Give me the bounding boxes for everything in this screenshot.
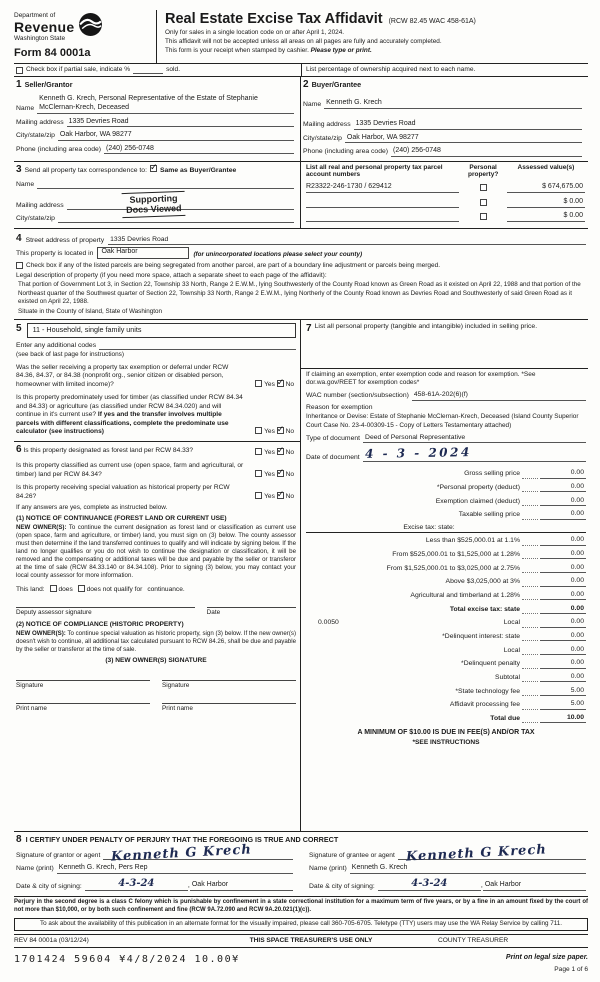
tax-line-value: 0.00 <box>540 659 586 668</box>
grantee-date-city-label: Date & city of signing: <box>309 882 375 890</box>
grantor-signature-handwritten: Kenneth G Krech <box>110 842 253 865</box>
section-3-correspondence <box>14 162 588 229</box>
forest-yes-checkbox <box>255 448 262 455</box>
question-timber-text: Is this property predominately used for timber (as classified under RCW 84.34 and 84.33) or agriculture (as classified under RCW 84.34.020) and will continue in it's current use? <box>16 394 243 419</box>
partial-sale-checkbox <box>16 67 23 74</box>
dotted-leader <box>522 545 538 546</box>
dotted-leader <box>522 519 538 520</box>
middle-columns <box>14 320 588 832</box>
grantor-print-name-value: Kenneth G. Krech, Pers Rep <box>57 864 293 874</box>
tax-line <box>306 673 586 682</box>
personal-property-header: Personal property? <box>467 163 499 179</box>
notice-continuance-text: To continue the current designation as forest land or classification as current use (open space, farm and agriculture, or timber) land, you must sign on (3) below. The county assessor must then determine if the land transferred continues to qualify and will indicate by signing below. If the land no longer qualifies or you do not wish to continue the designation or classification, it will be removed and the compensating or additional taxes will be due and payable by the seller or transferor at the time of sale (RCW 84.33.140 or 84.34.108). Prior to signing (3) below, you may contact your local county assessor for more information. <box>16 524 296 580</box>
personal-property-checkbox <box>480 184 487 191</box>
tax-line-label: Total excise tax: state <box>449 605 520 613</box>
document-type-label: Type of document <box>306 435 361 443</box>
tax-line-label: *State technology fee <box>455 687 520 695</box>
tax-line-value: 0.00 <box>540 646 586 655</box>
exemption-no-checkbox <box>277 380 284 387</box>
personal-property-cell <box>459 184 506 193</box>
dotted-leader <box>522 709 538 710</box>
see-back-note: (see back of last page for instructions) <box>16 351 124 359</box>
right-column <box>301 320 588 831</box>
supporting-docs-stamp <box>122 190 186 217</box>
correspondence-left <box>14 162 301 228</box>
notice-compliance-text: To continue special valuation as historic property, sign (3) below. If the new owner(s) doesn't wish to continue, all additional tax calculated pursuant to RCW 84.26, shall be due and payable by the seller or transferor at the time of sale. <box>16 629 296 653</box>
tax-line-value: 0.00 <box>540 673 586 682</box>
tax-line <box>306 659 586 668</box>
dor-logo-icon <box>78 12 103 37</box>
tax-line-value: 0.00 <box>540 510 586 519</box>
yes-label: Yes <box>264 427 275 435</box>
question-forest-text: Is this property designated as forest land per RCW 84.33? <box>23 447 194 455</box>
grantor-sign-city: Oak Harbor <box>190 881 293 891</box>
legal-description-situate: Situate in the County of Island, State of Washington <box>18 307 162 315</box>
form-title: Real Estate Excise Tax Affidavit <box>165 11 383 27</box>
parcel-numbers-header: List all real and personal property tax parcel account numbers <box>306 163 443 179</box>
yes-label: Yes <box>264 492 275 500</box>
wac-number-label: WAC number (section/subsection) <box>306 392 409 400</box>
personal-property-cell <box>459 213 506 222</box>
dotted-leader <box>522 627 538 628</box>
no-label: No <box>285 427 294 435</box>
buyer-address-value: 1335 Devries Road <box>354 120 582 130</box>
dotted-leader <box>522 722 538 723</box>
type-or-print-note: Please type or print. <box>310 47 372 55</box>
grantor-signing-block <box>16 842 293 891</box>
street-address-value: 1335 Devries Road <box>108 236 586 245</box>
dotted-leader <box>522 613 538 614</box>
timber-yes-no <box>255 427 294 436</box>
grantee-print-name-label: Name (print) <box>309 865 347 873</box>
grantee-signature-label: Signature of grantee or agent <box>309 852 395 860</box>
seller-city-value: Oak Harbor, WA 98277 <box>58 131 294 141</box>
title-block <box>156 10 588 63</box>
parcel-number-value <box>306 212 459 222</box>
certification-heading: I CERTIFY UNDER PENALTY OF PERJURY THAT THE FOREGOING IS TRUE AND CORRECT <box>25 835 339 845</box>
dotted-leader <box>522 599 538 600</box>
owner-signature-line-2 <box>162 680 296 690</box>
exemption-yes-no <box>255 380 294 389</box>
seller-name-label: Name <box>16 105 35 113</box>
timber-no-checkbox <box>277 427 284 434</box>
question-current-use-text: Is this property classified as current use (open space, farm and agricultural, or timber) land per RCW 84.34? <box>16 462 244 478</box>
question-current-use <box>16 462 296 479</box>
new-owners-signature-title: (3) NEW OWNER(S) SIGNATURE <box>105 657 207 665</box>
tax-line <box>306 483 586 492</box>
buyer-name-label: Name <box>303 100 322 108</box>
dotted-leader <box>522 668 538 669</box>
signature-label: Signature <box>162 682 190 690</box>
tax-line-label: *Delinquent interest: state <box>442 633 520 641</box>
does-checkbox <box>50 585 57 592</box>
tax-lines <box>306 469 586 727</box>
buyer-city-value: Oak Harbor, WA 98277 <box>345 134 582 144</box>
tax-line-label: Less than $525,000.01 at 1.1% <box>425 537 520 545</box>
does-not-label: does not qualify for <box>86 586 143 594</box>
dotted-leader <box>522 505 538 506</box>
wac-number-value: 458-61A-202(6)(f) <box>412 391 586 400</box>
revenue-wordmark: Revenue <box>14 18 75 35</box>
section-7-number: 7 <box>306 323 312 335</box>
seller-city-label: City/state/zip <box>16 132 55 140</box>
document-date-handwritten: 4 - 3 - 2024 <box>364 445 472 462</box>
buyer-grantee-title: Buyer/Grantee <box>311 80 362 90</box>
section-3-number: 3 <box>16 163 22 175</box>
does-label: does <box>58 586 73 594</box>
grantee-signing-block <box>309 842 586 891</box>
tax-line-value: 0.00 <box>540 632 586 641</box>
assessed-value-header: Assessed value(s) <box>517 163 575 171</box>
grantor-sign-date: 4-3-24 <box>85 878 188 891</box>
partial-sold-label: sold. <box>166 66 181 74</box>
located-in-label: This property is located in <box>16 250 94 258</box>
personal-property-checkbox <box>480 199 487 206</box>
seller-phone-label: Phone (including area code) <box>16 145 102 153</box>
deputy-assessor-row <box>16 607 296 617</box>
timber-yes-checkbox <box>255 427 262 434</box>
seller-phone-value: (240) 256-0748 <box>104 145 294 155</box>
treasurer-space-label: THIS SPACE TREASURER'S USE ONLY <box>249 936 373 944</box>
corr-city-label: City/state/zip <box>16 214 55 222</box>
local-rate-value: 0.0050 <box>318 619 339 627</box>
dor-logo-block <box>14 10 156 63</box>
wac-number-row <box>306 391 586 400</box>
tax-line <box>306 700 586 709</box>
section-6-divider <box>14 441 300 442</box>
tax-line-label: Affidavit processing fee <box>449 701 520 709</box>
send-correspondence-label: Send all property tax correspondence to: <box>24 166 147 174</box>
comma-separator: , <box>480 882 483 890</box>
tax-line <box>306 564 586 573</box>
document-date-label: Date of document <box>306 454 360 462</box>
treasurer-receipt-stamp: 1701424 59604 ¥4/8/2024 10.00¥ <box>14 953 240 965</box>
notice-continuance-title: (1) NOTICE OF CONTINUANCE (FOREST LAND OR CURRENT USE) <box>16 515 227 523</box>
grantor-signature-label: Signature of grantor or agent <box>16 852 101 860</box>
additional-codes-label: Enter any additional codes <box>16 341 97 349</box>
question-timber-agriculture <box>16 394 296 436</box>
segregated-text: Check box if any of the listed parcels are being segregated from another parcel, are part of a boundary line adjustment or parcels being merged. <box>26 261 441 269</box>
tax-line <box>306 646 586 655</box>
dor-wordmark <box>14 12 74 43</box>
tax-line-value: 0.00 <box>540 483 586 492</box>
tax-line-label: Total due <box>490 715 520 723</box>
tax-line <box>306 497 586 506</box>
dotted-leader <box>522 478 538 479</box>
tax-line-label: *Personal property (deduct) <box>436 484 520 492</box>
perjury-notice: Perjury in the second degree is a class C felony which is punishable by confinement in a state correctional institution for a maximum term of five years, or by a fine in an amount fixed by the court of not more than $10,000, or by both such confinement and fine (RCW 9A.72.090 and RCW 9A.20.021(1)(c)). <box>14 899 588 914</box>
tax-line-value: 0.00 <box>540 605 586 614</box>
tax-line-label: Taxable selling price <box>458 511 520 519</box>
tax-line <box>306 510 586 519</box>
tax-line-label: *Delinquent penalty <box>461 660 520 668</box>
notice-compliance-body <box>16 630 296 654</box>
washington-state-label: Washington State <box>14 34 66 42</box>
question-timber-bold: If yes and the transfer involves multiple parcels with different classifications, complete the predominate use calculator (see instructions) <box>16 411 229 435</box>
tax-line-label: Agricultural and timberland at 1.28% <box>410 592 520 600</box>
seller-buyer-section <box>14 77 588 161</box>
tax-line-value: 0.00 <box>540 577 586 586</box>
tax-line-label: From $525,000.01 to $1,525,000 at 1.28% <box>392 551 520 559</box>
tax-line-value: 0.00 <box>540 550 586 559</box>
tax-line-value: 0.00 <box>540 564 586 573</box>
corr-name-value <box>37 180 294 189</box>
unincorporated-note: (for unincorporated locations please select your county) <box>193 250 363 258</box>
no-label: No <box>285 492 294 500</box>
owner-print-name-line-1 <box>16 703 150 713</box>
tax-line <box>306 591 586 600</box>
grantee-sign-city: Oak Harbor <box>483 881 586 891</box>
tax-line-value: 5.00 <box>540 700 586 709</box>
form-number: Form 84 0001a <box>14 46 91 59</box>
historical-yes-checkbox <box>255 492 262 499</box>
question-exemption-text: Was the seller receiving a property tax exemption or deferral under RCW 84.36, 84.37, or 84.38 (nonprofit org., senior citizen or disabled person, homeowner with limited income)? <box>16 363 229 388</box>
dotted-leader <box>522 640 538 641</box>
grantee-signature-handwritten: Kenneth G Krech <box>405 842 547 865</box>
new-owners-lead-2: NEW OWNER(S): <box>16 629 66 637</box>
print-legal-size-note: Print on legal size paper. <box>505 953 588 961</box>
tax-line <box>306 469 586 478</box>
section-7-personal-property <box>306 323 586 336</box>
legal-description-label: Legal description of property (if you need more space, attach a separate sheet to each page of the affidavit): <box>16 271 327 279</box>
page-number: Page 1 of 6 <box>554 966 588 974</box>
section-8-number: 8 <box>16 834 22 846</box>
segregated-checkbox <box>16 262 23 269</box>
tax-line-label: Excise tax: state: <box>403 524 455 532</box>
tax-line-label: Local <box>503 646 520 654</box>
question-historical-text: Is this property receiving special valuation as historical property per RCW 84.26? <box>16 484 230 500</box>
no-label: No <box>285 380 294 388</box>
dotted-leader <box>522 491 538 492</box>
tax-line <box>306 714 586 723</box>
section-4-number: 4 <box>16 232 22 244</box>
partial-sale-row <box>14 64 588 77</box>
tax-line <box>306 536 586 545</box>
assessed-value-cell: $ 0.00 <box>507 212 585 222</box>
land-use-code-value: 11 - Household, single family units <box>27 323 296 338</box>
document-type-row <box>306 434 586 443</box>
tax-line-value: 0.00 <box>540 497 586 506</box>
owner-print-name-row <box>16 703 296 713</box>
partial-percent-blank <box>133 67 163 74</box>
owner-signature-row <box>16 680 296 690</box>
section-5-number: 5 <box>16 323 22 335</box>
grantee-sign-date: 4-3-24 <box>378 878 481 891</box>
seller-grantor-title: Seller/Grantor <box>24 80 73 90</box>
document-date-row <box>306 445 586 462</box>
dotted-leader <box>522 558 538 559</box>
dotted-leader <box>522 681 538 682</box>
reason-for-exemption-label: Reason for exemption <box>306 404 373 412</box>
parcel-rows <box>306 183 585 222</box>
notice-continuance-body <box>16 524 296 580</box>
street-address-label: Street address of property <box>25 236 105 244</box>
personal-property-checkbox <box>480 213 487 220</box>
note-completion: This affidavit will not be accepted unless all areas on all pages are fully and accurately completed. <box>165 38 442 46</box>
minimum-due-notice: A MINIMUM OF $10.00 IS DUE IN FEE(S) AND/OR TAX <box>357 728 535 736</box>
seller-name-value: Kenneth G. Krech, Personal Representative of the Estate of Stephanie McClernan-Krech, Deceased <box>37 95 294 113</box>
parcel-row <box>306 198 585 208</box>
tax-line <box>306 605 586 614</box>
form-rcw-reference: (RCW 82.45 WAC 458-61A) <box>388 18 476 25</box>
section-1-seller <box>14 77 301 160</box>
section-6-forest-land <box>16 444 296 712</box>
see-instructions-note: *SEE INSTRUCTIONS <box>412 738 480 746</box>
question-historical <box>16 484 296 501</box>
grantor-date-city-label: Date & city of signing: <box>16 882 82 890</box>
comma-separator: , <box>187 882 190 890</box>
tax-line-value: 0.00 <box>540 536 586 545</box>
yes-label: Yes <box>264 470 275 478</box>
deputy-assessor-signature-line <box>16 607 195 617</box>
personal-property-label: List all personal property (tangible and intangible) included in selling price. <box>314 323 538 331</box>
signature-label: Signature <box>16 682 44 690</box>
tax-line-value: 5.00 <box>540 687 586 696</box>
section-2-number: 2 <box>303 79 309 91</box>
parcel-row <box>306 212 585 222</box>
new-owners-lead: NEW OWNER(S): <box>16 524 67 532</box>
exemption-yes-checkbox <box>255 380 262 387</box>
tax-line-value: 0.00 <box>540 591 586 600</box>
same-as-buyer-checkbox <box>150 165 157 172</box>
partial-sale-left <box>14 64 301 76</box>
note-receipt-text: This form is your receipt when stamped by cashier. <box>165 47 309 55</box>
parcel-number-value: R23322-246-1730 / 629412 <box>306 183 459 193</box>
same-as-buyer-label: Same as Buyer/Grantee <box>159 166 237 174</box>
tax-line-value: 0.00 <box>540 469 586 478</box>
forest-no-checkbox <box>277 448 284 455</box>
tax-line <box>306 632 586 641</box>
print-note-block <box>506 954 588 975</box>
assessed-value-cell: $ 674,675.00 <box>507 183 585 193</box>
section-2-buyer <box>301 77 588 160</box>
question-exemption-deferral <box>16 364 296 389</box>
grantee-print-name-value: Kenneth G. Krech <box>350 864 586 874</box>
no-label: No <box>285 448 294 456</box>
seller-address-value: 1335 Devries Road <box>67 118 294 128</box>
tax-line <box>306 550 586 559</box>
bottom-row <box>14 954 588 975</box>
print-name-label: Print name <box>16 705 47 713</box>
does-not-checkbox <box>78 585 85 592</box>
tax-line-label: Local <box>503 619 520 627</box>
buyer-phone-value: (240) 256-0748 <box>391 147 582 157</box>
partial-sale-label: Check box if partial sale, indicate % <box>26 66 131 74</box>
yes-label: Yes <box>264 448 275 456</box>
section-1-number: 1 <box>16 79 22 91</box>
tax-line-value: 0.00 <box>540 618 586 627</box>
historical-no-checkbox <box>277 492 284 499</box>
corr-address-label: Mailing address <box>16 201 64 209</box>
deputy-assessor-label: Deputy assessor signature <box>16 609 92 617</box>
dotted-leader <box>522 586 538 587</box>
deputy-date-line <box>207 607 296 617</box>
county-treasurer-label: COUNTY TREASURER <box>438 936 509 944</box>
deputy-date-label: Date <box>206 609 221 617</box>
tax-line <box>306 687 586 696</box>
buyer-phone-label: Phone (including area code) <box>303 148 389 156</box>
land-qualify-row <box>16 585 296 594</box>
form-header <box>14 10 588 64</box>
section-5-land-use <box>16 323 296 436</box>
corr-name-label: Name <box>16 180 35 188</box>
personal-property-cell <box>459 199 506 208</box>
section-8-certification <box>14 832 588 897</box>
grantor-signature-line <box>103 842 293 865</box>
assessed-value-cell: $ 0.00 <box>507 198 585 208</box>
owner-signature-line-1 <box>16 680 150 690</box>
dotted-leader <box>522 695 538 696</box>
tax-line <box>306 577 586 586</box>
section-4-property <box>14 229 588 320</box>
department-of-label: Department of <box>14 12 56 19</box>
current-use-yes-checkbox <box>255 470 262 477</box>
tax-line-label: Gross selling price <box>464 470 520 478</box>
tax-line-value: 10.00 <box>540 714 586 723</box>
additional-codes-blank <box>99 343 296 350</box>
yes-label: Yes <box>264 380 275 388</box>
question-forest-land <box>16 444 296 457</box>
tax-line-label: Subtotal <box>495 674 520 682</box>
print-name-label: Print name <box>162 705 193 713</box>
buyer-name-value: Kenneth G. Krech <box>324 99 582 109</box>
stamp-line-1: Supporting <box>129 192 178 205</box>
exemption-instructions: If claiming an exemption, enter exemption code and reason for exemption. *See dor.wa.gov/REET for exemption codes* <box>306 370 536 386</box>
note-receipt <box>165 47 588 55</box>
section-6-number: 6 <box>16 444 22 456</box>
parcel-table <box>301 162 588 228</box>
tax-line-label: Exemption claimed (deduct) <box>435 497 520 505</box>
parcel-number-value <box>306 198 459 208</box>
located-in-value: Oak Harbor <box>97 247 189 259</box>
footer-row <box>14 934 588 948</box>
this-land-label: This land: <box>16 586 45 594</box>
owner-print-name-line-2 <box>162 703 296 713</box>
legal-description-text: That portion of Government Lot 3, in Section 22, Township 33 North, Range 2 E.W.M., lying Southwesterly of the County Road known as Green Road as it existed on April 22, 1988 and that portion of the Northeast quarter of the Southwest quarter of Section 22, Township 33 North, Range 2 E.W.M., lying Northerly of the County Road known as Devries Road and Southwesterly of said Green Road as it existed on April 22, 1988. <box>18 281 581 305</box>
ownership-percentage-note: List percentage of ownership acquired next to each name. <box>301 64 588 76</box>
parcel-row <box>306 183 585 193</box>
stamp-line-2: Docs Viewed <box>126 202 182 215</box>
continuance-label: continuance. <box>147 586 185 594</box>
current-use-no-checkbox <box>277 470 284 477</box>
tax-line-label: Above $3,025,000 at 3% <box>445 578 520 586</box>
alternate-format-notice: To ask about the availability of this publication in an alternate format for the visually impaired, please call 360-705-6705. Teletype (TTY) users may use the WA Relay Service by calling 711. <box>14 918 588 931</box>
personal-property-blank-area <box>306 336 586 366</box>
exemption-reason-text: Inheritance or Devise: Estate of Stephanie McClernan-Krech, Deceased (Island County Superior Court Case No. 23-4-00309-15 - Copy of Letters Testamentary attached) <box>306 413 579 429</box>
left-column <box>14 320 301 831</box>
if-yes-instruction: If any answers are yes, complete as instructed below. <box>16 503 168 511</box>
tax-line-label: From $1,525,000.01 to $3,025,000 at 2.75% <box>386 564 520 572</box>
note-single-location: Only for sales in a single location code on or after April 1, 2024. <box>165 28 345 36</box>
buyer-address-label: Mailing address <box>303 121 351 129</box>
notice-compliance-title: (2) NOTICE OF COMPLIANCE (HISTORIC PROPERTY) <box>16 620 184 628</box>
tax-line <box>306 618 586 627</box>
dotted-leader <box>522 654 538 655</box>
grantor-print-name-label: Name (print) <box>16 865 54 873</box>
seller-address-label: Mailing address <box>16 118 64 126</box>
buyer-city-label: City/state/zip <box>303 134 342 142</box>
no-label: No <box>285 470 294 478</box>
rev-form-code: REV 84 0001a (03/12/24) <box>14 936 89 944</box>
tax-line <box>306 524 586 533</box>
document-type-value: Deed of Personal Representative <box>363 434 586 443</box>
dotted-leader <box>522 572 538 573</box>
grantee-signature-line <box>398 842 586 865</box>
